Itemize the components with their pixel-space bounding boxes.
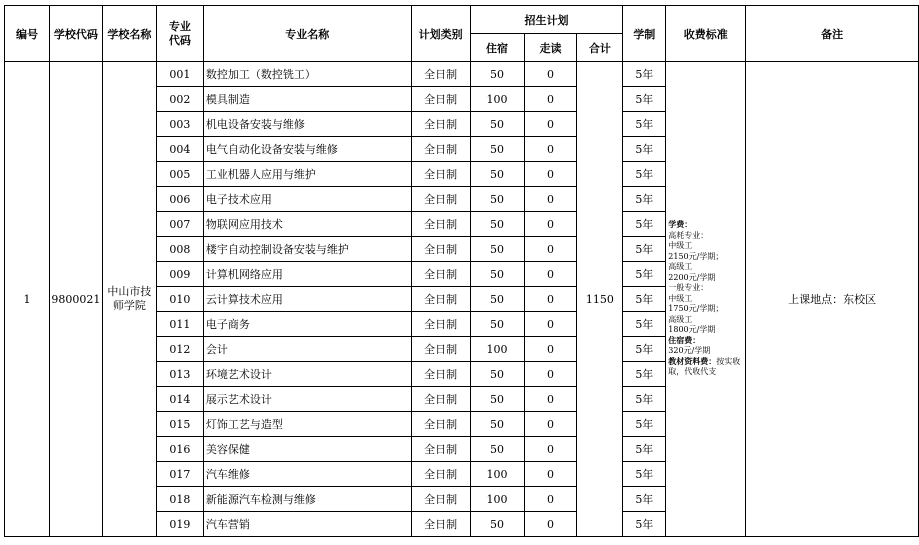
- header-day: 走读: [524, 34, 577, 62]
- major-name-cell: 电气自动化设备安装与维修: [203, 137, 411, 162]
- years-cell: 5年: [623, 212, 666, 237]
- major-code-cell: 005: [156, 162, 203, 187]
- plan-type-cell: 全日制: [411, 412, 470, 437]
- plan-type-cell: 全日制: [411, 162, 470, 187]
- major-name-cell: 环境艺术设计: [203, 362, 411, 387]
- plan-type-cell: 全日制: [411, 387, 470, 412]
- header-major-code: 专业代码: [156, 6, 203, 62]
- plan-type-cell: 全日制: [411, 487, 470, 512]
- school-no-cell: 1: [5, 62, 50, 537]
- fee-standard-cell: [666, 62, 746, 537]
- major-name-cell: 电子技术应用: [203, 187, 411, 212]
- plan-type-cell: 全日制: [411, 312, 470, 337]
- day-cell: 0: [524, 87, 577, 112]
- fee-line: 1750元/学期；: [668, 304, 724, 314]
- boarding-cell: 50: [470, 162, 524, 187]
- boarding-cell: 100: [470, 487, 524, 512]
- major-name-cell: 会计: [203, 337, 411, 362]
- major-code-cell: 004: [156, 137, 203, 162]
- header-note: 备注: [746, 6, 919, 62]
- major-name-cell: 美容保健: [203, 437, 411, 462]
- fee-line: 学费：: [668, 220, 693, 230]
- plan-type-cell: 全日制: [411, 212, 470, 237]
- major-code-cell: 010: [156, 287, 203, 312]
- fee-line: 中级工: [668, 293, 693, 303]
- years-cell: 5年: [623, 362, 666, 387]
- boarding-cell: 50: [470, 312, 524, 337]
- fee-line: 按实收取，代收代支: [668, 356, 741, 377]
- day-cell: 0: [524, 412, 577, 437]
- years-cell: 5年: [623, 462, 666, 487]
- years-cell: 5年: [623, 137, 666, 162]
- major-code-cell: 007: [156, 212, 203, 237]
- boarding-cell: 50: [470, 412, 524, 437]
- day-cell: 0: [524, 162, 577, 187]
- plan-type-cell: 全日制: [411, 462, 470, 487]
- boarding-cell: 50: [470, 362, 524, 387]
- years-cell: 5年: [623, 387, 666, 412]
- years-cell: 5年: [623, 487, 666, 512]
- header-fee: 收费标准: [666, 6, 746, 62]
- major-name-cell: 模具制造: [203, 87, 411, 112]
- boarding-cell: 50: [470, 287, 524, 312]
- day-cell: 0: [524, 212, 577, 237]
- enrollment-table-wrapper: [4, 5, 919, 537]
- fee-line: 中级工: [668, 241, 693, 251]
- major-name-cell: 灯饰工艺与造型: [203, 412, 411, 437]
- school-code-cell: 9800021: [49, 62, 102, 537]
- header-plan-type: 计划类别: [411, 6, 470, 62]
- major-name-cell: 新能源汽车检测与维修: [203, 487, 411, 512]
- years-cell: 5年: [623, 87, 666, 112]
- header-major-name: 专业名称: [203, 6, 411, 62]
- plan-type-cell: 全日制: [411, 262, 470, 287]
- major-code-cell: 018: [156, 487, 203, 512]
- major-code-cell: 013: [156, 362, 203, 387]
- boarding-cell: 50: [470, 262, 524, 287]
- boarding-cell: 50: [470, 137, 524, 162]
- plan-type-cell: 全日制: [411, 512, 470, 537]
- fee-line: 高耗专业：: [668, 230, 709, 240]
- major-code-cell: 006: [156, 187, 203, 212]
- years-cell: 5年: [623, 112, 666, 137]
- major-code-cell: 012: [156, 337, 203, 362]
- major-code-cell: 019: [156, 512, 203, 537]
- day-cell: 0: [524, 237, 577, 262]
- header-school-name: 学校名称: [102, 6, 156, 62]
- fee-line: 高级工: [668, 314, 693, 324]
- major-code-cell: 009: [156, 262, 203, 287]
- day-cell: 0: [524, 362, 577, 387]
- major-name-cell: 汽车营销: [203, 512, 411, 537]
- enrollment-table: [4, 5, 919, 537]
- major-code-cell: 003: [156, 112, 203, 137]
- years-cell: 5年: [623, 412, 666, 437]
- major-name-cell: 工业机器人应用与维护: [203, 162, 411, 187]
- day-cell: 0: [524, 137, 577, 162]
- day-cell: 0: [524, 112, 577, 137]
- major-name-cell: 电子商务: [203, 312, 411, 337]
- years-cell: 5年: [623, 187, 666, 212]
- major-name-cell: 机电设备安装与维修: [203, 112, 411, 137]
- years-cell: 5年: [623, 287, 666, 312]
- plan-type-cell: 全日制: [411, 187, 470, 212]
- header-school-code: 学校代码: [49, 6, 102, 62]
- years-cell: 5年: [623, 512, 666, 537]
- day-cell: 0: [524, 62, 577, 87]
- major-code-cell: 002: [156, 87, 203, 112]
- day-cell: 0: [524, 487, 577, 512]
- years-cell: 5年: [623, 162, 666, 187]
- fee-line: 320元/学期: [668, 346, 711, 356]
- day-cell: 0: [524, 287, 577, 312]
- years-cell: 5年: [623, 437, 666, 462]
- major-name-cell: 数控加工（数控铣工）: [203, 62, 411, 87]
- plan-type-cell: 全日制: [411, 112, 470, 137]
- major-name-cell: 展示艺术设计: [203, 387, 411, 412]
- major-code-cell: 016: [156, 437, 203, 462]
- note-cell: 上课地点：东校区: [746, 62, 919, 537]
- day-cell: 0: [524, 437, 577, 462]
- major-code-cell: 015: [156, 412, 203, 437]
- major-name-cell: 计算机网络应用: [203, 262, 411, 287]
- years-cell: 5年: [623, 312, 666, 337]
- plan-type-cell: 全日制: [411, 287, 470, 312]
- plan-type-cell: 全日制: [411, 62, 470, 87]
- boarding-cell: 50: [470, 237, 524, 262]
- day-cell: 0: [524, 512, 577, 537]
- day-cell: 0: [524, 187, 577, 212]
- header-boarding: 住宿: [470, 34, 524, 62]
- major-code-cell: 011: [156, 312, 203, 337]
- major-code-cell: 014: [156, 387, 203, 412]
- table-body: [5, 62, 919, 537]
- plan-type-cell: 全日制: [411, 337, 470, 362]
- header-total: 合计: [577, 34, 623, 62]
- day-cell: 0: [524, 262, 577, 287]
- day-cell: 0: [524, 312, 577, 337]
- fee-line: 高级工: [668, 262, 693, 272]
- day-cell: 0: [524, 387, 577, 412]
- plan-type-cell: 全日制: [411, 87, 470, 112]
- years-cell: 5年: [623, 62, 666, 87]
- boarding-cell: 50: [470, 112, 524, 137]
- plan-type-cell: 全日制: [411, 237, 470, 262]
- major-name-cell: 云计算技术应用: [203, 287, 411, 312]
- boarding-cell: 50: [470, 387, 524, 412]
- boarding-cell: 50: [470, 437, 524, 462]
- boarding-cell: 50: [470, 62, 524, 87]
- table-header: [5, 6, 919, 62]
- fee-line: 2200元/学期: [668, 272, 716, 282]
- day-cell: 0: [524, 462, 577, 487]
- total-cell: 1150: [577, 62, 623, 537]
- plan-type-cell: 全日制: [411, 362, 470, 387]
- years-cell: 5年: [623, 337, 666, 362]
- boarding-cell: 100: [470, 87, 524, 112]
- boarding-cell: 100: [470, 337, 524, 362]
- boarding-cell: 50: [470, 212, 524, 237]
- header-years: 学制: [623, 6, 666, 62]
- years-cell: 5年: [623, 237, 666, 262]
- header-no: 编号: [5, 6, 50, 62]
- fee-line: 教材资料费：: [668, 356, 717, 366]
- header-enrollment-plan: 招生计划: [470, 6, 623, 34]
- day-cell: 0: [524, 337, 577, 362]
- table-row: [5, 62, 919, 87]
- fee-line: 2150元/学期；: [668, 251, 724, 261]
- major-code-cell: 008: [156, 237, 203, 262]
- boarding-cell: 100: [470, 462, 524, 487]
- boarding-cell: 50: [470, 512, 524, 537]
- major-code-cell: 017: [156, 462, 203, 487]
- school-name-cell: 中山市技师学院: [102, 62, 156, 537]
- major-name-cell: 汽车维修: [203, 462, 411, 487]
- major-name-cell: 物联网应用技术: [203, 212, 411, 237]
- years-cell: 5年: [623, 262, 666, 287]
- major-name-cell: 楼宇自动控制设备安装与维护: [203, 237, 411, 262]
- plan-type-cell: 全日制: [411, 437, 470, 462]
- major-code-cell: 001: [156, 62, 203, 87]
- plan-type-cell: 全日制: [411, 137, 470, 162]
- fee-line: 1800元/学期: [668, 325, 716, 335]
- boarding-cell: 50: [470, 187, 524, 212]
- fee-line: 住宿费：: [668, 335, 701, 345]
- fee-line: 一般专业：: [668, 283, 709, 293]
